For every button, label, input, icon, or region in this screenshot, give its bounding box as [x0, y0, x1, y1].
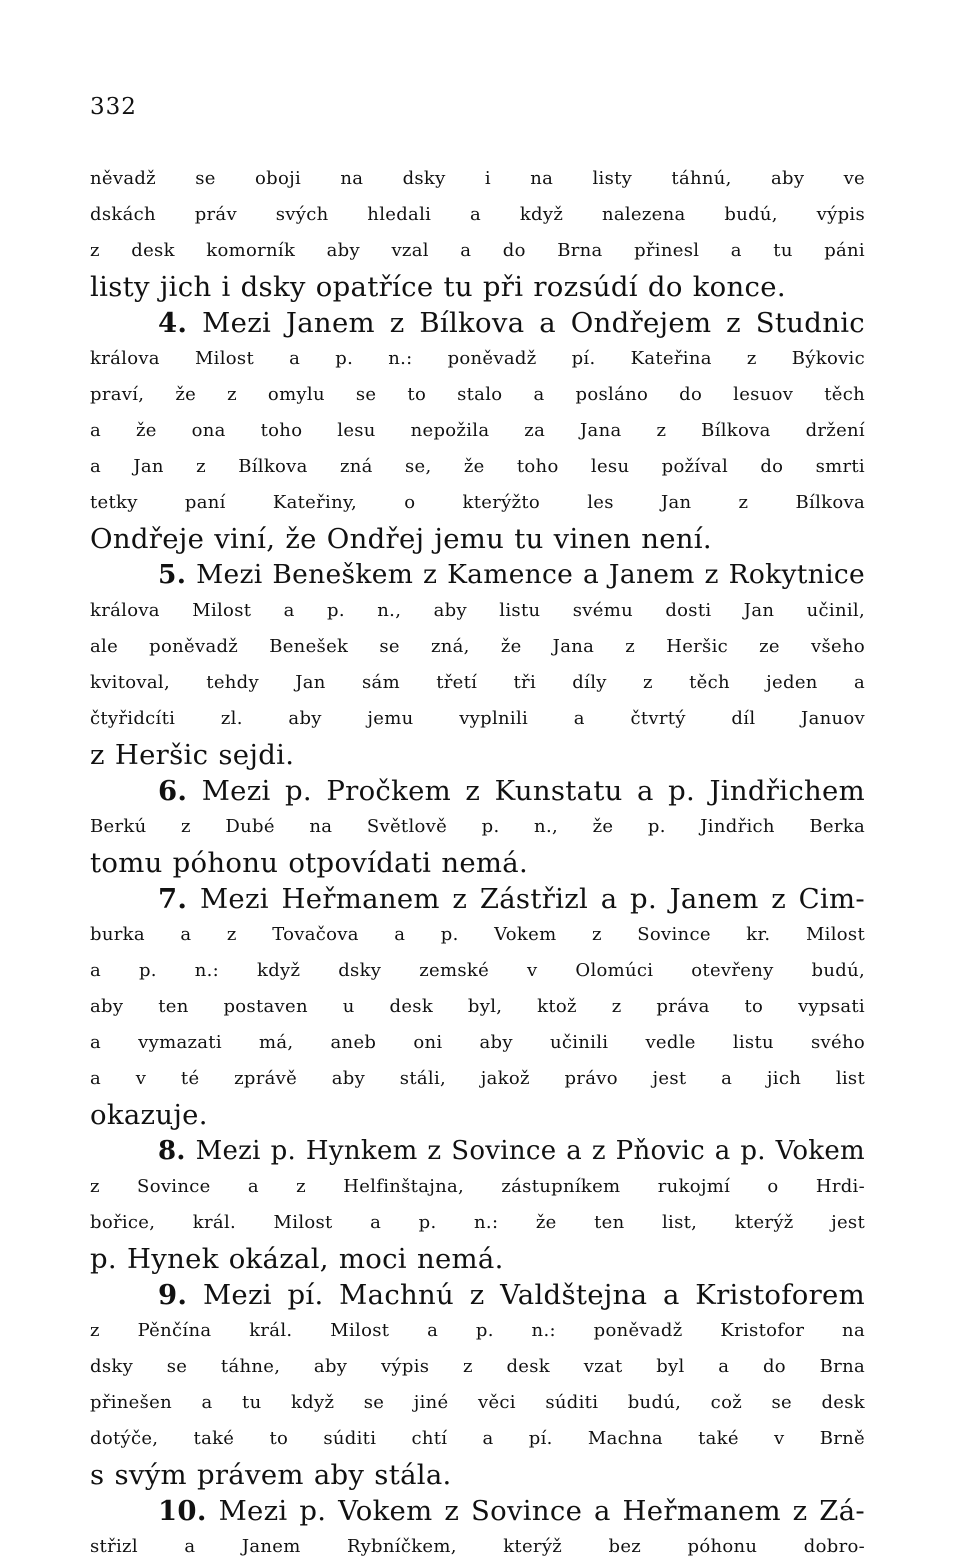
text-line: [90, 485, 865, 521]
text-line: [90, 449, 865, 485]
text-line: [90, 1169, 865, 1205]
text-line: [90, 665, 865, 701]
text-line: [90, 1133, 865, 1169]
text-line: [90, 161, 865, 197]
text-line: [90, 557, 865, 593]
text-line: [90, 629, 865, 665]
line-text: Mezi p. Hynkem z Sovince a z Pňovic a p. Vokem: [195, 1136, 865, 1166]
body-text: [90, 161, 865, 1565]
text-line: [90, 953, 865, 989]
line-text: střizl a Janem Rybníčkem, kterýž bez póhonu dobro-: [90, 1536, 865, 1557]
section-number: 5.: [158, 559, 187, 590]
text-line: [90, 413, 865, 449]
text-line: [90, 1241, 865, 1277]
text-line: [90, 737, 865, 773]
text-line: [90, 233, 865, 269]
text-line: [90, 809, 865, 845]
line-text: něvadž se oboji na dsky i na listy táhnú, aby ve: [90, 168, 865, 189]
line-text: z Sovince a z Helfinštajna, zástupníkem rukojmí o Hrdi-: [90, 1176, 865, 1197]
line-text: praví, že z omylu se to stalo a posláno do lesuov těch: [90, 384, 865, 405]
line-text: kvitoval, tehdy Jan sám třetí tři díly z těch jeden a: [90, 672, 865, 693]
text-line: [90, 773, 865, 809]
section-number: 7.: [158, 883, 188, 915]
line-text: a p. n.: když dsky zemské v Olomúci otevřeny budú,: [90, 960, 865, 981]
text-line: [90, 341, 865, 377]
section-number: 9.: [158, 1279, 188, 1311]
line-text: a Jan z Bílkova zná se, že toho lesu požíval do smrti: [90, 456, 865, 477]
line-text: Mezi Heřmanem z Zástřizl a p. Janem z Cim-: [199, 883, 865, 915]
line-text: p. Hynek okázal, moci nemá.: [90, 1243, 504, 1275]
line-text: a vymazati má, aneb oni aby učinili vedle listu svého: [90, 1032, 865, 1053]
line-text: burka a z Tovačova a p. Vokem z Sovince kr. Milost: [90, 924, 865, 945]
line-text: čtyřidcíti zl. aby jemu vyplnili a čtvrtý díl Januov: [90, 708, 865, 729]
line-text: králova Milost a p. n., aby listu svému dosti Jan učinil,: [90, 600, 865, 621]
text-line: [90, 1061, 865, 1097]
line-text: z Pěnčína král. Milost a p. n.: poněvadž Kristofor na: [90, 1320, 865, 1341]
line-text: z Heršic sejdi.: [90, 739, 295, 771]
line-text: Mezi Janem z Bílkova a Ondřejem z Studnic: [202, 307, 865, 339]
text-line: [90, 917, 865, 953]
text-line: [90, 1385, 865, 1421]
text-line: [90, 989, 865, 1025]
text-line: [90, 269, 865, 305]
line-text: okazuje.: [90, 1099, 208, 1131]
line-text: dsky se táhne, aby výpis z desk vzat byl a do Brna: [90, 1356, 865, 1377]
text-line: [90, 1349, 865, 1385]
section-number: 4.: [158, 307, 188, 339]
text-line: [90, 197, 865, 233]
line-text: listy jich i dsky opatříce tu při rozsúdí do konce.: [90, 271, 786, 303]
text-line: [90, 1277, 865, 1313]
line-text: a že ona toho lesu nepožila za Jana z Bílkova držení: [90, 420, 865, 441]
text-line: [90, 1313, 865, 1349]
line-text: tomu póhonu otpovídati nemá.: [90, 847, 529, 879]
line-text: Mezi pí. Machnú z Valdštejna a Kristoforem: [202, 1279, 865, 1311]
line-text: tetky paní Kateřiny, o kterýžto les Jan z Bílkova: [90, 492, 865, 513]
line-text: králova Milost a p. n.: poněvadž pí. Kateřina z Býkovic: [90, 348, 865, 369]
text-line: [90, 1097, 865, 1133]
line-text: Mezi p. Pročkem z Kunstatu a p. Jindřichem: [201, 775, 865, 807]
text-line: [90, 1457, 865, 1493]
text-line: [90, 1529, 865, 1565]
section-number: 10.: [158, 1495, 207, 1527]
line-text: s svým právem aby stála.: [90, 1459, 452, 1491]
text-line: [90, 305, 865, 341]
text-line: [90, 593, 865, 629]
text-line: [90, 1025, 865, 1061]
line-text: bořice, král. Milost a p. n.: že ten list, kterýž jest: [90, 1212, 865, 1233]
line-text: Mezi Beneškem z Kamence a Janem z Rokytnice: [196, 559, 865, 590]
text-line: [90, 881, 865, 917]
line-text: Berkú z Dubé na Světlově p. n., že p. Jindřich Berka: [90, 816, 865, 837]
text-line: [90, 845, 865, 881]
page-number: 332: [90, 94, 137, 120]
section-number: 8.: [158, 1136, 186, 1166]
line-text: z desk komorník aby vzal a do Brna přinesl a tu páni: [90, 240, 865, 261]
line-text: Ondřeje viní, že Ondřej jemu tu vinen není.: [90, 523, 712, 555]
line-text: Mezi p. Vokem z Sovince a Heřmanem z Zá-: [218, 1495, 865, 1527]
line-text: a v té zprávě aby stáli, jakož právo jest a jich list: [90, 1068, 865, 1089]
section-number: 6.: [158, 775, 188, 807]
text-line: [90, 1205, 865, 1241]
text-line: [90, 377, 865, 413]
line-text: přinešen a tu když se jiné věci súditi budú, což se desk: [90, 1392, 865, 1413]
text-line: [90, 1421, 865, 1457]
text-line: [90, 1493, 865, 1529]
line-text: dotýče, také to súditi chtí a pí. Machna také v Brně: [90, 1428, 865, 1449]
text-line: [90, 701, 865, 737]
line-text: dskách práv svých hledali a když nalezena budú, výpis: [90, 204, 865, 225]
text-line: [90, 521, 865, 557]
line-text: ale poněvadž Benešek se zná, že Jana z Heršic ze všeho: [90, 636, 865, 657]
line-text: aby ten postaven u desk byl, ktož z práva to vypsati: [90, 996, 865, 1017]
